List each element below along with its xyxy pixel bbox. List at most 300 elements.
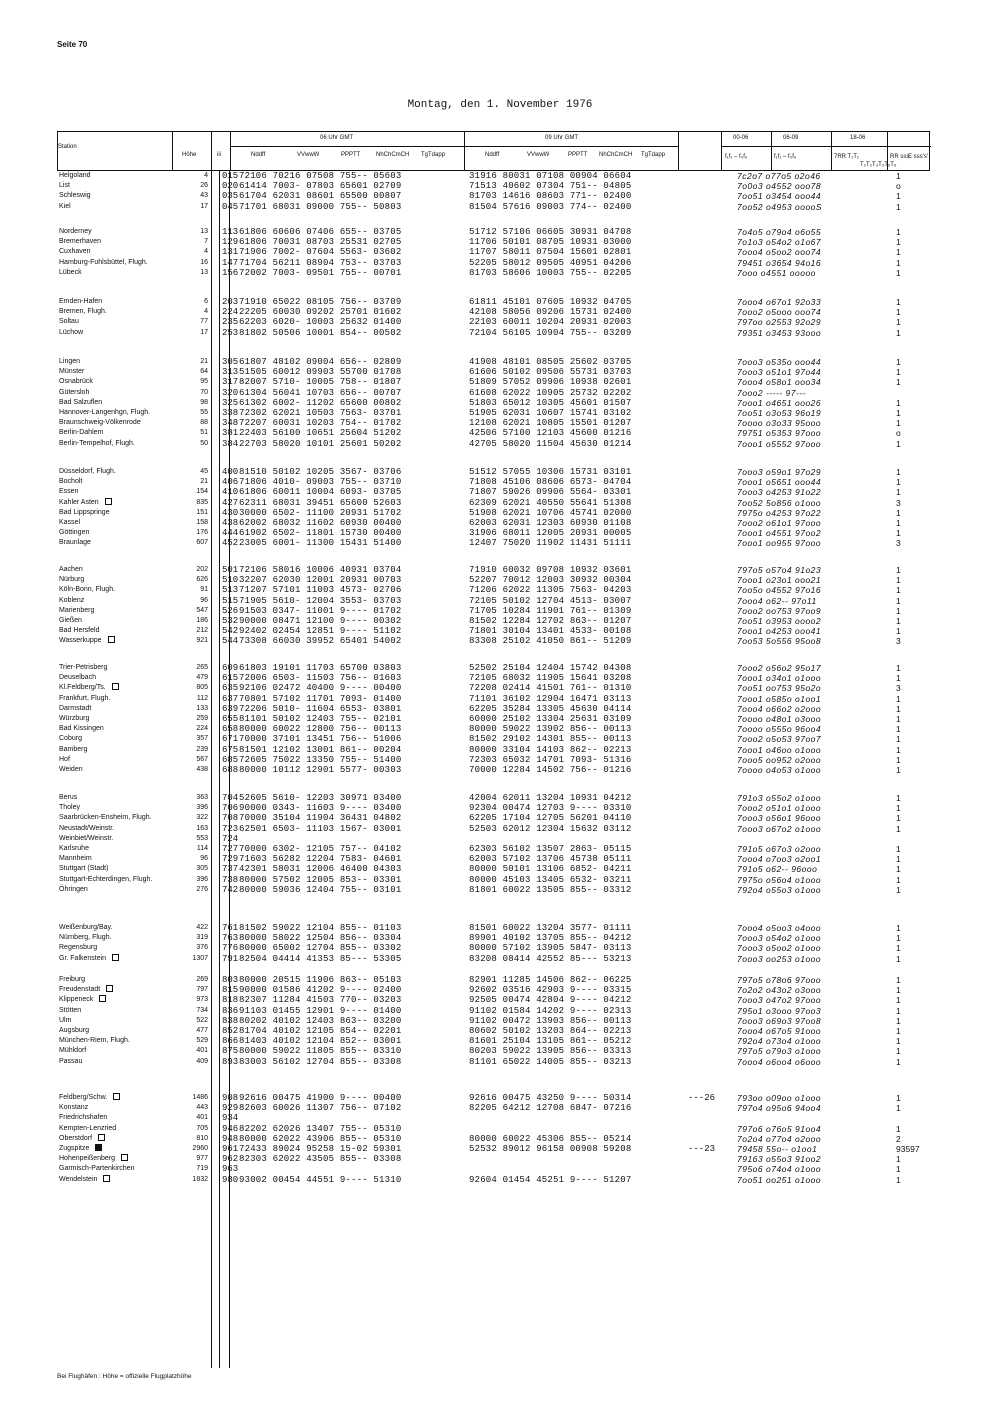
cell-d09: 11707 58011 07504 15601 02801: [469, 247, 632, 258]
cell-d06: 72206 5010- 11604 6553- 03801: [239, 703, 402, 714]
square-icon: [103, 1175, 110, 1182]
cell-iii: 980: [222, 1174, 239, 1185]
cell-e: 1: [896, 793, 901, 803]
table-row: [0, 518, 1000, 528]
cell-d06: 22205 60030 09202 25701 01602: [239, 307, 402, 318]
cell-gr: 79163 o55o3 91oo2: [737, 1154, 822, 1165]
cell-hoehe: 805: [196, 684, 208, 692]
table-row: [0, 498, 1000, 508]
cell-station: Öhringen: [59, 885, 88, 893]
cell-d06: 61902 6502- 11801 15730 00400: [239, 528, 402, 539]
cell-gr: 791o5 o62-- 96ooo: [737, 864, 818, 875]
cell-e: 1: [896, 438, 901, 449]
cell-iii: 737: [222, 864, 239, 875]
cell-station: Koblenz: [59, 596, 85, 604]
cell-hoehe: 151: [196, 508, 208, 516]
cell-iii: 544: [222, 636, 239, 647]
header-pppt: PPPTT: [341, 152, 361, 158]
cell-d09: 51908 62021 10706 45741 02000: [469, 507, 632, 518]
cell-e: 1: [896, 713, 901, 724]
cell-station: Ulm: [59, 1016, 72, 1024]
square-icon: [99, 995, 106, 1002]
cell-e: 1: [896, 1046, 901, 1057]
cell-hoehe: 70: [200, 388, 208, 396]
cell-d06: 70801 57102 11701 7093- 01400: [239, 693, 402, 704]
cell-gr: 7ooo4 o5oo3 o4ooo: [737, 923, 822, 933]
cell-hoehe: 305: [196, 865, 208, 873]
cell-d06: 61704 62031 08601 65500 00807: [239, 191, 402, 202]
cell-gr: 7ooo1 o585o o1oo1: [737, 693, 822, 704]
cell-gr: 7oooo o4o53 o1ooo: [737, 764, 822, 775]
header-period-18-06: 18-06: [850, 135, 866, 141]
cell-e: 1: [896, 1103, 901, 1114]
cell-d09: 61811 45101 07605 10932 04705: [469, 297, 632, 307]
cell-station: Bocholt: [59, 478, 83, 486]
cell-gr: 7ooo3 o47o2 97ooo: [737, 995, 822, 1006]
cell-gr: 7ooo3 o67o2 o1ooo: [737, 823, 822, 834]
cell-hoehe: 1832: [192, 1175, 208, 1183]
cell-station: Konstanz: [59, 1104, 89, 1112]
cell-station: Coburg: [59, 735, 82, 743]
cell-station: Regensburg: [59, 944, 98, 952]
cell-d09: 71101 36102 12904 16471 03113: [469, 693, 632, 704]
cell-d06: 71906 7002- 07604 5563- 03602: [239, 247, 402, 258]
cell-d06: 82007 5710- 10005 758-- 01807: [239, 377, 402, 388]
cell-hoehe: 396: [196, 875, 208, 883]
cell-gr: 7oooo o555o 96oo4: [737, 724, 822, 735]
cell-mark: ---23: [688, 1143, 716, 1154]
cell-e: 1: [896, 1174, 901, 1185]
cell-gr: 7ooo1 o23o1 ooo21: [737, 575, 822, 586]
cell-hoehe: 98: [200, 398, 208, 406]
table-row: [0, 1164, 1000, 1174]
cell-d09: 91102 01584 14202 9---- 02313: [469, 1005, 632, 1016]
cell-hoehe: 529: [196, 1037, 208, 1045]
cell-iii: 685: [222, 754, 239, 765]
cell-d06: 80202 40102 12403 863-- 03200: [239, 1015, 402, 1026]
table-row: [0, 636, 1000, 646]
cell-e: 2: [896, 1133, 901, 1144]
cell-iii: 963: [222, 1164, 239, 1175]
cell-hoehe: 363: [196, 794, 208, 801]
cell-d06: 80000 62022 43906 855-- 05310: [239, 1133, 402, 1144]
table-row: [0, 247, 1000, 257]
cell-hoehe: 522: [196, 1016, 208, 1024]
cell-station: Karlsruhe: [59, 844, 89, 852]
cell-d06: 80000 60022 12800 756-- 00113: [239, 724, 402, 735]
header-f-00-06: f₁f₁ – f₀f₀: [725, 154, 748, 160]
cell-d09: 41908 48101 08505 25602 03705: [469, 357, 632, 367]
cell-station: Braunschweig-Völkenrode: [59, 419, 141, 427]
cell-hoehe: 396: [196, 804, 208, 812]
square-icon: [106, 985, 113, 992]
cell-iii: 609: [222, 663, 239, 673]
station-group: [0, 923, 1000, 964]
cell-hoehe: 4: [204, 308, 208, 316]
cell-station: Deuselbach: [59, 674, 96, 682]
table-row: [0, 439, 1000, 449]
cell-d06: 61806 60606 07406 655-- 03705: [239, 227, 402, 237]
table-row: [0, 508, 1000, 518]
cell-iii: 836: [222, 1005, 239, 1016]
table-row: [0, 258, 1000, 268]
cell-hoehe: 186: [196, 616, 208, 624]
header-station: Station: [58, 144, 77, 150]
header-09-uhr: 09 Uhr GMT: [545, 135, 579, 141]
cell-e: 1: [896, 307, 901, 318]
cell-hoehe: 212: [196, 627, 208, 635]
cell-hoehe: 13: [200, 268, 208, 276]
cell-station: Freiburg: [59, 976, 86, 983]
cell-d09: 80000 57102 13905 5847- 03113: [469, 943, 632, 954]
cell-d06: 70000 6302- 12105 757-- 04102: [239, 843, 402, 854]
cell-hoehe: 259: [196, 714, 208, 722]
cell-hoehe: 176: [196, 529, 208, 537]
cell-gr: 7oo51 o3454 ooo44: [737, 191, 822, 202]
cell-iii: 203: [222, 297, 239, 307]
cell-iii: 438: [222, 517, 239, 528]
cell-d09: 81101 65022 14005 855-- 03213: [469, 1056, 632, 1067]
table-row: [0, 398, 1000, 408]
cell-d06: 81101 50102 12403 755-- 02101: [239, 713, 402, 724]
cell-station: Köln-Bonn, Flugh.: [59, 586, 116, 594]
table-row: [0, 538, 1000, 548]
cell-hoehe: 95: [200, 378, 208, 386]
cell-d06: 91503 0347- 11001 9---- 01702: [239, 605, 402, 616]
cell-gr: 7oo51 o3o53 96o19: [737, 407, 822, 418]
cell-d09: 62309 62021 40550 55641 51308: [469, 497, 632, 508]
cell-hoehe: 477: [196, 1026, 208, 1034]
station-group: [0, 565, 1000, 647]
cell-e: 1: [896, 267, 901, 278]
cell-iii: 020: [222, 181, 239, 192]
station-group: [0, 297, 1000, 338]
cell-station: Osnabrück: [59, 378, 93, 386]
cell-station: List: [59, 182, 70, 190]
cell-e: 1: [896, 615, 901, 626]
cell-iii: 962: [222, 1154, 239, 1165]
cell-d06: 92616 00475 41900 9---- 00400: [239, 1093, 402, 1103]
cell-d09: 11706 50101 08705 10931 03000: [469, 237, 632, 248]
table-row: [0, 844, 1000, 854]
header-7rr: 7RR T₁T₁: [834, 154, 859, 160]
cell-station: Wasserkuppe: [59, 636, 209, 646]
cell-d09: 31916 80031 07108 00904 06604: [469, 171, 632, 181]
table-row: [0, 694, 1000, 704]
square-icon: [112, 683, 119, 690]
cell-hoehe: 265: [196, 664, 208, 671]
cell-iii: 948: [222, 1133, 239, 1144]
cell-e: 1: [896, 874, 901, 885]
cell-e: 1: [896, 1093, 901, 1103]
cell-d09: 62003 57102 13706 45738 05111: [469, 854, 632, 865]
cell-d06: 71905 5610- 12004 3553- 03703: [239, 595, 402, 606]
cell-iii: 253: [222, 327, 239, 338]
cell-d09: 81504 57616 09003 774-- 02400: [469, 201, 632, 212]
cell-d06: 23005 6001- 11300 15431 51400: [239, 538, 402, 549]
cell-d06: 82307 11284 41503 770-- 03203: [239, 995, 402, 1006]
header-nddff-09: Nddff: [485, 152, 500, 158]
header-hoehe: Höhe: [182, 152, 197, 158]
cell-e: 1: [896, 397, 901, 408]
page-title: Montag, den 1. November 1976: [407, 99, 593, 111]
cell-hoehe: 626: [196, 576, 208, 584]
cell-iii: 706: [222, 803, 239, 814]
table-header: [57, 131, 930, 171]
cell-hoehe: 17: [200, 328, 208, 336]
cell-d06: 81802 50506 10001 854-- 00502: [239, 327, 402, 338]
cell-gr: 797o5 o78o6 97ooo: [737, 975, 822, 985]
cell-station: Stuttgart (Stadt): [59, 865, 109, 873]
cell-d06: 82303 62022 43505 855-- 03308: [239, 1154, 402, 1165]
cell-iii: 671: [222, 734, 239, 745]
cell-hoehe: 51: [200, 429, 208, 437]
table-row: [0, 1144, 1000, 1154]
table-row: [0, 328, 1000, 338]
cell-station: Göttingen: [59, 529, 90, 537]
cell-station: Berlin-Dahlem: [59, 429, 104, 437]
cell-iii: 235: [222, 317, 239, 328]
cell-gr: 797o5 o57o4 91o23: [737, 565, 822, 575]
cell-gr: 7ooo3 o56o1 96ooo: [737, 813, 822, 824]
cell-d06: 72302 62021 10503 7563- 03701: [239, 407, 402, 418]
cell-d09: 92616 00475 43250 9---- 50314: [469, 1093, 632, 1103]
cell-e: 1: [896, 813, 901, 824]
cell-station: Garmisch-Partenkirchen: [59, 1165, 135, 1173]
cell-d06: 81510 50102 10205 3567- 03706: [239, 467, 402, 477]
cell-iii: 763: [222, 933, 239, 944]
table-row: [0, 467, 1000, 477]
table-row: [0, 237, 1000, 247]
cell-e: 1: [896, 237, 901, 248]
cell-e: 1: [896, 744, 901, 755]
cell-station: Bad Kissingen: [59, 725, 104, 733]
cell-hoehe: 202: [196, 566, 208, 573]
cell-d09: 71807 59026 09906 5564- 03301: [469, 487, 632, 498]
cell-station: Helgoland: [59, 172, 91, 179]
cell-d09: 71910 60032 09708 10932 03601: [469, 565, 632, 575]
cell-e: 1: [896, 864, 901, 875]
table-row: [0, 854, 1000, 864]
cell-iii: 637: [222, 693, 239, 704]
cell-d06: 72605 75022 13350 755-- 51400: [239, 754, 402, 765]
cell-iii: 015: [222, 171, 239, 181]
table-row: [0, 1154, 1000, 1164]
cell-d06: 80000 65002 12704 855-- 03302: [239, 943, 402, 954]
cell-d09: 71808 45106 08606 6573- 04704: [469, 477, 632, 488]
cell-hoehe: 1307: [192, 954, 208, 962]
cell-gr: 7ooo2 o51o1 o1ooo: [737, 803, 822, 814]
cell-iii: 866: [222, 1036, 239, 1047]
cell-d09: 81502 29102 14301 855-- 00113: [469, 734, 632, 745]
cell-hoehe: 835: [196, 498, 208, 506]
cell-hoehe: 719: [196, 1165, 208, 1173]
cell-e: 1: [896, 257, 901, 268]
cell-gr: 7ooo3 o535o ooo44: [737, 357, 822, 367]
cell-hoehe: 547: [196, 606, 208, 614]
cell-e: 3: [896, 497, 901, 508]
cell-gr: 7ooo4 o6oo4 o6ooo: [737, 1056, 822, 1067]
cell-gr: 7oo51 oo251 o1ooo: [737, 1174, 822, 1185]
table-row: [0, 1046, 1000, 1056]
cell-e: 1: [896, 703, 901, 714]
page-number: Seite 70: [57, 40, 88, 49]
cell-iii: 526: [222, 605, 239, 616]
cell-hoehe: 77: [200, 318, 208, 326]
cell-d09: 83308 25102 41050 861-- 51209: [469, 636, 632, 647]
cell-d06: 90000 0343- 11603 9---- 03400: [239, 803, 402, 814]
table-row: [0, 985, 1000, 995]
cell-iii: 961: [222, 1143, 239, 1154]
cell-station: Trier-Petrisberg: [59, 664, 108, 671]
cell-d09: 83208 08414 42552 85--- 53213: [469, 953, 632, 964]
cell-d06: 71603 56282 12204 7583- 04601: [239, 854, 402, 865]
cell-e: 1: [896, 1056, 901, 1067]
cell-gr: 7oo53 5o556 95oo8: [737, 636, 822, 647]
cell-hoehe: 21: [200, 478, 208, 486]
cell-iii: 815: [222, 985, 239, 996]
cell-e: o: [896, 428, 901, 439]
cell-station: Schleswig: [59, 192, 91, 200]
cell-d06: 30000 6502- 11100 20931 51702: [239, 507, 402, 518]
cell-d06: 83003 56102 12704 855-- 03308: [239, 1056, 402, 1067]
station-group: [0, 975, 1000, 1067]
cell-e: 1: [896, 467, 901, 477]
cell-gr: 7oo52 o4953 ooooS: [737, 201, 823, 212]
cell-iii: 934: [222, 1113, 239, 1124]
cell-gr: 7ooo2 ----- 97---: [737, 387, 806, 398]
table-row: [0, 1103, 1000, 1113]
cell-hoehe: 96: [200, 855, 208, 863]
cell-iii: 045: [222, 201, 239, 212]
cell-e: 3: [896, 683, 901, 694]
cell-gr: 7ooo3 o5oo2 o1ooo: [737, 943, 822, 954]
cell-d09: 80000 59022 13902 856-- 00113: [469, 724, 632, 735]
square-icon: [105, 498, 112, 505]
table-row: [0, 765, 1000, 775]
cell-d09: 72303 65032 14701 7093- 51316: [469, 754, 632, 765]
cell-hoehe: 734: [196, 1006, 208, 1014]
cell-gr: 79351 o3453 93ooo: [737, 327, 822, 338]
cell-hoehe: 1486: [192, 1094, 208, 1101]
cell-iii: 852: [222, 1025, 239, 1036]
cell-iii: 742: [222, 884, 239, 895]
cell-d06: 61806 70031 08703 25531 02705: [239, 237, 402, 248]
table-row: [0, 171, 1000, 181]
table-row: [0, 803, 1000, 813]
cell-d06: 61414 7003- 07803 65601 02709: [239, 181, 402, 192]
table-row: [0, 357, 1000, 367]
cell-iii: 452: [222, 538, 239, 549]
cell-e: o: [896, 181, 901, 192]
table-row: [0, 297, 1000, 307]
cell-iii: 515: [222, 595, 239, 606]
cell-station: Marienberg: [59, 606, 95, 614]
cell-hoehe: 705: [196, 1124, 208, 1132]
cell-gr: 7c2o7 o77o5 o2o46: [737, 171, 821, 181]
cell-iii: 723: [222, 823, 239, 834]
cell-d06: 71910 65022 08105 756-- 03709: [239, 297, 402, 307]
table-row: [0, 663, 1000, 673]
table-row: [0, 875, 1000, 885]
cell-e: 1: [896, 953, 901, 964]
table-row: [0, 317, 1000, 327]
table-row: [0, 268, 1000, 278]
cell-e: 1: [896, 985, 901, 996]
cell-d09: 71513 40602 07304 751-- 04805: [469, 181, 632, 192]
cell-d09: 71801 30104 13401 4533- 00108: [469, 626, 632, 637]
cell-d09: 70000 12284 14502 756-- 01216: [469, 764, 632, 775]
cell-iii: 724: [222, 833, 239, 844]
header-vvwww: VVwwW: [297, 152, 320, 158]
table-row: [0, 487, 1000, 497]
cell-e: 1: [896, 1025, 901, 1036]
cell-e: 1: [896, 923, 901, 933]
cell-hoehe: 409: [196, 1057, 208, 1065]
station-group: [0, 357, 1000, 449]
cell-iii: 791: [222, 953, 239, 964]
table-row: [0, 864, 1000, 874]
cell-d09: 42705 58020 11504 45630 01214: [469, 438, 632, 449]
cell-iii: 639: [222, 703, 239, 714]
cell-e: 1: [896, 357, 901, 367]
cell-d09: 51712 57106 06605 30931 04708: [469, 227, 632, 237]
cell-d06: 61806 60011 10004 6093- 03705: [239, 487, 402, 498]
cell-hoehe: 55: [200, 408, 208, 416]
cell-d09: 71206 62022 11305 7563- 04203: [469, 585, 632, 596]
cell-e: 1: [896, 418, 901, 429]
cell-gr: 7ooo1 o46oo o1ooo: [737, 744, 822, 755]
station-group: [0, 227, 1000, 278]
table-row: [0, 596, 1000, 606]
cell-d09: 81501 60022 13204 3577- 01111: [469, 923, 632, 933]
cell-hoehe: 158: [196, 518, 208, 526]
cell-hoehe: 91: [200, 586, 208, 594]
cell-iii: 708: [222, 813, 239, 824]
cell-d06: 80000 57502 12005 853-- 03301: [239, 874, 402, 885]
cell-e: 1: [896, 933, 901, 944]
cell-e: 1: [896, 1164, 901, 1175]
cell-d09: 80000 45103 13405 6532- 03211: [469, 874, 632, 885]
cell-station: Berlin-Tempelhof, Flugh.: [59, 439, 135, 447]
cell-d09: 42108 58056 09206 15731 02400: [469, 307, 632, 318]
cell-hoehe: 322: [196, 814, 208, 822]
cell-d09: 51905 62031 10607 15741 03102: [469, 407, 632, 418]
cell-hoehe: 6: [204, 298, 208, 305]
cell-station: Soltau: [59, 318, 79, 326]
cell-d09: 72105 68032 11905 15641 03208: [469, 673, 632, 684]
cell-station: Nürnberg, Flugh.: [59, 934, 112, 942]
cell-hoehe: 21: [200, 358, 208, 365]
table-row: [0, 428, 1000, 438]
cell-d09: 72105 50102 12704 4513- 03007: [469, 595, 632, 606]
cell-d06: 90000 01586 41202 9---- 02400: [239, 985, 402, 996]
cell-iii: 444: [222, 528, 239, 539]
cell-gr: 7ooo2 oo753 97oo9: [737, 605, 822, 616]
cell-hoehe: 239: [196, 745, 208, 753]
cell-gr: 79458 55o-- o1oo1: [737, 1143, 818, 1154]
cell-gr: 7ooo3 o69o3 97oo8: [737, 1015, 822, 1026]
cell-d06: 61803 19101 11703 65700 03803: [239, 663, 402, 673]
table-row: [0, 606, 1000, 616]
cell-d06: 62501 6503- 11103 1567- 03001: [239, 823, 402, 834]
cell-iii: 131: [222, 247, 239, 258]
cell-d09: 51803 65012 10305 45601 01507: [469, 397, 632, 408]
cell-iii: 929: [222, 1103, 239, 1114]
cell-station: Gießen: [59, 616, 82, 624]
cell-iii: 338: [222, 407, 239, 418]
cell-hoehe: 567: [196, 755, 208, 763]
